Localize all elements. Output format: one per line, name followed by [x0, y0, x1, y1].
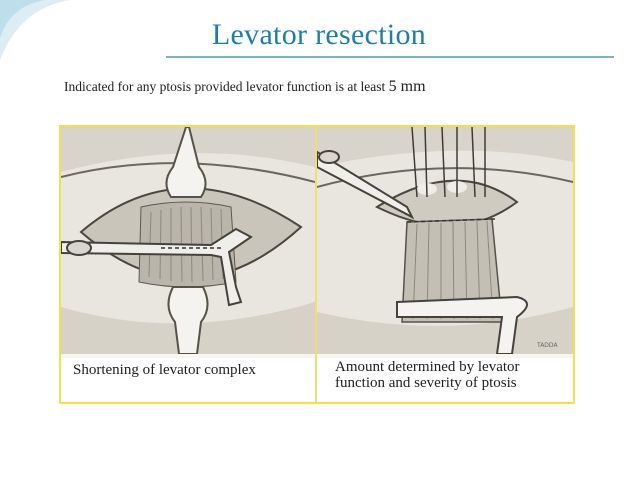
subtitle-text: Indicated for any ptosis provided levator function is at least	[64, 79, 389, 94]
title-underline	[166, 56, 614, 58]
caption-right	[317, 358, 573, 402]
subtitle-value: 5 mm	[388, 78, 426, 95]
levator-clamp-illustration	[61, 127, 315, 354]
caption-right-line-1: Amount determined by levator	[335, 359, 520, 375]
svg-text:TADDA: TADDA	[537, 342, 558, 349]
slide-subtitle	[64, 78, 426, 96]
caption-right-line-2: function and severity of ptosis	[335, 375, 517, 391]
caption-left-line: Shortening of levator complex	[73, 362, 256, 378]
slide-title: Levator resection	[211, 18, 427, 51]
levator-sutures-illustration	[317, 127, 573, 354]
caption-left	[61, 358, 315, 402]
